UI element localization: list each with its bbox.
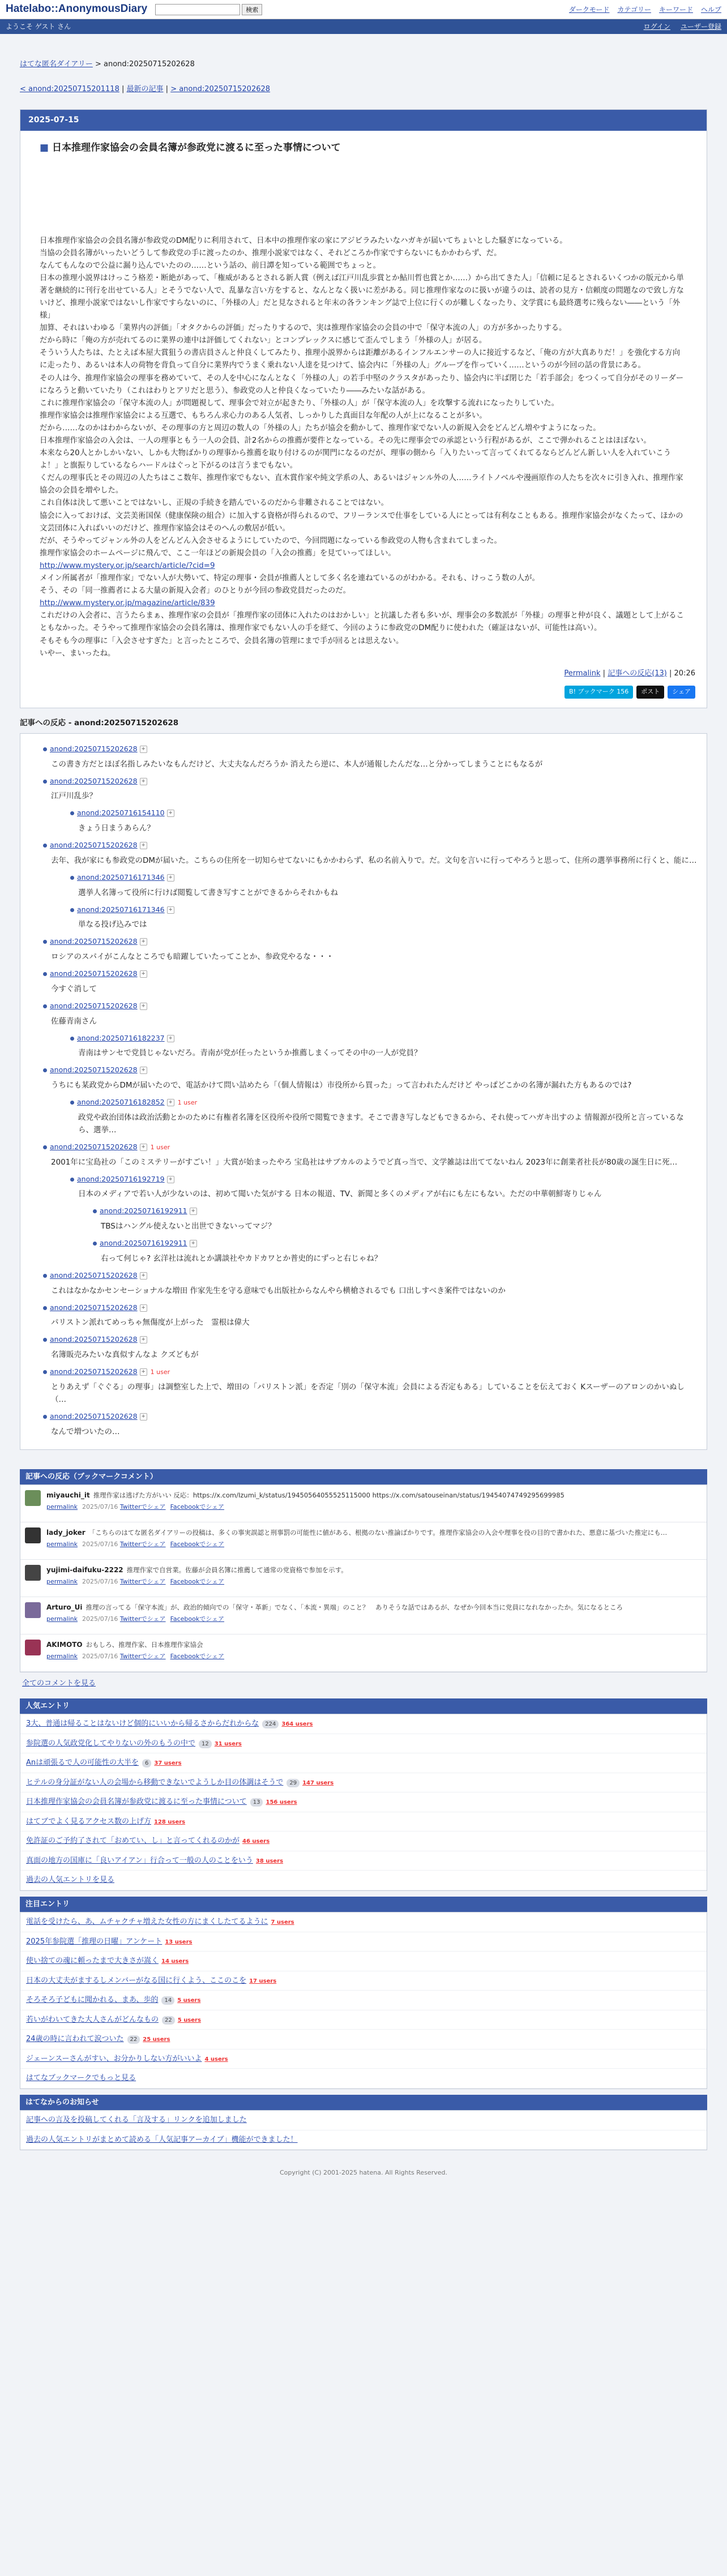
article-paragraph: 日本の推理小説界はけっこう格差・断絶があって、「権威があるとされる新人賞（例えば江戸川乱歩賞とか鮎川哲也賞とか……）から出てきた人」「信頼に足るとされるいくつかの版元から単著を継続的に刊行を出せている人」とそうでない人で、乱暴な言い方をすると、なんとなく扱いに差がある。同じ推理作家なのに扱いが違うのは、読者の見方・信頼度の問題なので致し方ないけど、推理小説家ではないし作家ですらないのに、「外様の人」だと見なされると年末の各ランキング誌で上位に行くのが難しくなったり、文学賞にも最終選考に残らない――という「外様」 bbox=[40, 273, 684, 320]
attention-title[interactable]: そろそろ子どもに聞かれる、まあ、歩的 bbox=[26, 1996, 159, 2005]
comment-text: 政党や政治団体は政治活動とかのために有権者名簿を区役所や役所で閲覧できます。そこで書き写しなどもできるから、それ使ってハガキ出すのよ 情報源が役所と言っているなら、選挙… bbox=[78, 1112, 684, 1135]
article-paragraph: 推理作家協会は推理作家協会による互選で、もちろん求心力のある人気者、しっかりした真面目な年配の人が上になることが多い。 bbox=[40, 411, 487, 420]
bookmark-user[interactable]: lady_joker bbox=[46, 1529, 85, 1537]
user-bar bbox=[0, 19, 727, 34]
attention-title[interactable]: 日本の大丈夫がまするしメンバーがなる国に行くよう、ここのこを bbox=[26, 1976, 247, 1985]
popular-item bbox=[20, 1812, 707, 1832]
popular-users[interactable]: 46 users bbox=[242, 1838, 270, 1845]
popular-item bbox=[20, 1714, 707, 1734]
comment-item bbox=[43, 744, 698, 771]
comment-id-link[interactable]: anond:20250715202628 bbox=[50, 1142, 138, 1151]
comment-id-link[interactable]: anond:20250715202628 bbox=[50, 776, 138, 785]
attention-users[interactable]: 5 users bbox=[177, 2017, 201, 2023]
comment-add-icon[interactable]: + bbox=[167, 906, 174, 914]
comment-add-icon[interactable]: + bbox=[190, 1240, 197, 1247]
bookmark-x-share[interactable]: Twitterでシェア bbox=[119, 1578, 166, 1586]
attention-title[interactable]: 使い捨ての魂に頼ったまで大きさが嵩く bbox=[26, 1957, 159, 1966]
comment-text: なんで増ついたの… bbox=[51, 1427, 120, 1436]
article-paragraph: そう、その「同一推薦者による大量の新規入会者」のひとりが今回の参政党員だったのだ。 bbox=[40, 587, 351, 596]
attention-comment-count: 14 bbox=[161, 1996, 174, 2005]
comment-header bbox=[43, 1334, 698, 1345]
popular-title[interactable]: 3大、普通は帰ることはないけど個的にいいから帰るさからだれからな bbox=[26, 1719, 259, 1728]
comment-header bbox=[70, 1097, 698, 1108]
popular-item bbox=[20, 1832, 707, 1851]
bookmark-permalink[interactable]: permalink bbox=[46, 1541, 78, 1548]
popular-title[interactable]: はてブでよく見るアクセス数の上げ方 bbox=[26, 1817, 152, 1826]
article-footer: Permalink | 記事への反応(13) | 20:26 bbox=[564, 669, 695, 678]
post-time: 20:26 bbox=[674, 669, 695, 678]
article-paragraph: 協会に入っておけば、文芸美術国保（健康保険の組合）に加入する資格が得られるので、フリーランスで仕事をしている人にとっては有利なこともある。推理作家協会がなくたって、ほかの文芸団体に入ればいいのだけど、推理作家協会はそのへんの敷居が低い。 bbox=[40, 511, 683, 533]
comment-header bbox=[43, 1411, 698, 1422]
article-title[interactable]: ■ 日本推理作家協会の会員名簿が参政党に渡るに至った事情について bbox=[40, 141, 687, 156]
info-heading: はてなからのお知らせ bbox=[20, 2095, 707, 2111]
comment-header bbox=[43, 1367, 698, 1377]
next-entry-link[interactable]: > anond:20250715202628 bbox=[170, 84, 271, 93]
comment-id-link[interactable]: anond:20250716171346 bbox=[77, 905, 165, 914]
comment-item bbox=[43, 1270, 698, 1297]
comment-text: 青南はサンセで党員じゃないだろ。青南が党が任ったというか推薦しまくってその中の一人が党員？ bbox=[78, 1049, 422, 1058]
article-paragraph: 日本推理作家協会の会員名簿が参政党のDM配りに利用されて、日本中の推理作家の家にアジビラみたいなハガキが届いてちょいとした騒ぎになっている。 bbox=[40, 236, 567, 245]
article-paragraph: なんてもんなので公益に漏り込んでいたのの……という話の、前日譚を知っている範囲でちょっと。 bbox=[40, 261, 381, 270]
comment-item bbox=[43, 1334, 698, 1361]
comment-header bbox=[43, 969, 698, 979]
avatar[interactable] bbox=[25, 1527, 41, 1543]
comment-id-link[interactable]: anond:20250715202628 bbox=[50, 969, 138, 978]
bookmark-fb-share[interactable]: Facebookでシェア bbox=[170, 1653, 225, 1661]
popular-users[interactable]: 364 users bbox=[281, 1721, 313, 1728]
comment-add-icon[interactable]: + bbox=[167, 1176, 174, 1183]
popular-title[interactable]: 免許証のご予約了されて「おめてい、し」と言ってくれるのかが bbox=[26, 1837, 240, 1846]
bookmark-meta bbox=[46, 1615, 623, 1624]
comment-add-icon[interactable]: + bbox=[140, 778, 147, 785]
facebook-share-button[interactable]: シェア bbox=[668, 686, 695, 699]
comment-item bbox=[70, 1174, 698, 1201]
bookmark-user[interactable]: Arturo_Ui bbox=[46, 1603, 83, 1612]
comment-text: ロシアのスパイがこんなところでも暗躍していたってことか、参政党やるな・・・ bbox=[51, 952, 334, 962]
comment-add-icon[interactable]: + bbox=[140, 746, 147, 753]
attention-item bbox=[20, 2030, 707, 2049]
comment-item bbox=[43, 840, 698, 867]
comment-add-icon[interactable]: + bbox=[167, 1099, 174, 1106]
attention-title[interactable]: ジェーンスーさんがすい、お分かりしない方がいいよ bbox=[26, 2054, 202, 2063]
attention-item bbox=[20, 1952, 707, 1971]
search-button[interactable]: 検索 bbox=[242, 4, 262, 15]
attention-list bbox=[20, 1912, 707, 2089]
entry-nav: < anond:20250715201118 | 最新の記事 | > anond:20250715202628 bbox=[20, 84, 271, 93]
popular-comment-count: 224 bbox=[262, 1720, 279, 1728]
article-paragraph: これだけの入会者に、言うたらまぁ、推理作家の会員が「推理作家の団体に入れたのはおかしい」と抗議した者も多いが、理事会の多数派が「外様」の理事と仲が良く、議題として上がることもなかった。そうやって推理作家協会の会員名簿は、推理作家でもない人の手を経て、今回のように参政党のDM配りに使われた（確証はないが、可能性は高い）。 bbox=[40, 611, 684, 633]
bookmark-x-share[interactable]: Twitterでシェア bbox=[119, 1615, 166, 1623]
popular-users[interactable]: 128 users bbox=[154, 1818, 186, 1825]
comment-add-icon[interactable]: + bbox=[140, 1003, 147, 1010]
popular-users[interactable]: 147 users bbox=[302, 1779, 334, 1786]
hatena-bookmark-button[interactable]: B! ブックマーク 156 bbox=[565, 686, 633, 699]
latest-entry-link[interactable]: 最新の記事 bbox=[126, 84, 164, 93]
attention-heading: 注目エントリ bbox=[20, 1897, 707, 1912]
article-paragraph: そういう人たちは、たとえば本屋大賞狙うの書店員さんと仲良くしてみたり、推理小説界からは距離があるインフルエンサーの人に接近するなど、「俺の方が大真ありだ！」を強化する方向に走ったり、あるいは本人の荷物を背負って自分に業界内でうまく乗れない人達を見つけて、協会内に「外様の人」グループを作っていく……というのが今回の話の背景にある。 bbox=[40, 349, 680, 370]
article-body bbox=[40, 235, 687, 660]
comment-add-icon[interactable]: + bbox=[140, 970, 147, 978]
article-paragraph: くだんの理事氏とその周辺の人たちはここ数年、推理作家でもない、直木賞作家や純文学系の人、あるいはジャンル外の人……ライトノベルや漫画原作の人たちを次々に引き入れ、推理作家協会の会員を増やした。 bbox=[40, 474, 683, 495]
comment-id-link[interactable]: anond:20250715202628 bbox=[50, 1001, 138, 1010]
comment-text: 選挙人名簿って役所に行けば閲覧して書き写すことができるからそれかもね bbox=[78, 888, 338, 897]
attention-users[interactable]: 4 users bbox=[204, 2056, 228, 2062]
popular-comment-count: 6 bbox=[142, 1759, 151, 1768]
comment-text: 名簿販売みたいな真似すんなよ クズどもが bbox=[51, 1350, 199, 1360]
comment-id-link[interactable]: anond:20250716171346 bbox=[77, 872, 165, 882]
bookmark-date: 2025/07/16 bbox=[82, 1503, 118, 1511]
comment-id-link[interactable]: anond:20250715202628 bbox=[50, 1066, 138, 1075]
bookmark-meta bbox=[46, 1503, 565, 1512]
attention-users[interactable]: 25 users bbox=[143, 2036, 170, 2043]
comment-id-link[interactable]: anond:20250715202628 bbox=[50, 1367, 138, 1376]
comment-text: 去年、我が家にも参政党のDMが届いた。こちらの住所を一切知らせてないにもかかわらず、私の名前入りで。だ。文句を言いに行ってやろうと思って、住所の選挙事務所に行くと、能に… bbox=[51, 855, 697, 865]
bookmark-permalink[interactable]: permalink bbox=[46, 1615, 78, 1623]
comment-item bbox=[43, 1411, 698, 1438]
bookmark-comment: 推理の言ってる「保守本流」が、政治的傾向での「保守・革新」でなく、「本流・異端」のこと？ ありそうな話ではあるが、なぜか今回本当に党員になれなかったか。気になるところ bbox=[85, 1603, 623, 1612]
bookmark-fb-share[interactable]: Facebookでシェア bbox=[170, 1578, 225, 1586]
comment-id-link[interactable]: anond:20250716192911 bbox=[100, 1239, 187, 1248]
comment-header bbox=[93, 1238, 698, 1249]
comment-add-icon[interactable]: + bbox=[167, 1035, 174, 1042]
comment-add-icon[interactable]: + bbox=[140, 1413, 147, 1420]
article-paragraph: その人は今、推理作家協会の理事を務めていて、その人を中心になんとなく「外様の人」の若手中堅のクラスタがあったり、協会内に半ば閉じた「若手部会」をつくって自分がそのリーダーになろうと動いていたり（これはわりとアリだと思う）、参政党の人と仲良くなっていたり――みたいな話がある。 bbox=[40, 374, 684, 395]
comments-heading: 記事への反応 - anond:20250715202628 bbox=[20, 718, 179, 728]
attention-title[interactable]: はてなブックマークでもっと見る bbox=[26, 2074, 136, 2083]
popular-title[interactable]: 日本推理作家協会の会員名簿が参政党に渡るに至った事情について bbox=[26, 1798, 247, 1807]
popular-comment-count: 29 bbox=[286, 1779, 300, 1787]
article-paragraph: そもそも今の理事に「入会させすぎた」と言ったところで、会員名簿の管理にまで手が回るとは思えない。 bbox=[40, 636, 404, 645]
comment-users-badge[interactable]: 1 user bbox=[150, 1368, 170, 1376]
comment-id-link[interactable]: anond:20250716192719 bbox=[77, 1174, 165, 1183]
avatar[interactable] bbox=[25, 1565, 41, 1581]
comment-text: この書き方だとほぼ名指しみたいなもんだけど、大丈夫なんだろうか 消えたら逆に、本人が通報したんだな…と分かってしまうことにもなるが bbox=[51, 759, 543, 769]
article-link[interactable]: http://www.mystery.or.jp/search/article/?cid=9 bbox=[40, 561, 215, 570]
attention-comment-count: 22 bbox=[127, 2035, 140, 2044]
bookmark-x-share[interactable]: Twitterでシェア bbox=[119, 1503, 166, 1511]
bookmark-comment: おもしろ、推理作家、日本推理作家協会 bbox=[85, 1641, 203, 1649]
bookmark-x-share[interactable]: Twitterでシェア bbox=[119, 1653, 166, 1661]
comment-add-icon[interactable]: + bbox=[140, 1067, 147, 1074]
info-item bbox=[20, 2111, 707, 2130]
category-link[interactable]: カテゴリー bbox=[617, 5, 651, 14]
help-link[interactable]: ヘルプ bbox=[700, 5, 721, 14]
comment-item bbox=[43, 1001, 698, 1028]
info-item bbox=[20, 2130, 707, 2150]
comment-header bbox=[70, 905, 698, 915]
bookmark-list bbox=[20, 1484, 707, 1672]
bookmark-date: 2025/07/16 bbox=[82, 1653, 118, 1661]
comment-header bbox=[43, 936, 698, 947]
popular-users[interactable]: 38 users bbox=[255, 1858, 284, 1864]
bookmark-meta bbox=[46, 1577, 348, 1587]
popular-item bbox=[20, 1773, 707, 1793]
comment-text: 2001年に宝島社の「このミステリーがすごい！」大賞が始まったやろ 宝島社はサブカルのようでど真っ当で、文学雑誌は出ててないねん 2023年に創業者社長が80歳の誕生日に死… bbox=[51, 1157, 678, 1167]
attention-title[interactable]: 2025年参院選「推理の日曜」アンケート bbox=[26, 1937, 162, 1946]
article-paragraph: メイン所属者が「推理作家」でない人が大勢いて、特定の理事・会員が推薦人として多く名を連ねているのがわかる。それも、けっこう数の人が。 bbox=[40, 574, 540, 583]
comment-item bbox=[43, 969, 698, 995]
article-paragraph: だから時に「俺の方が売れてるのに業界の連中は評価してくれない」とコンプレックスに感じて歪んでしまう「外様の人」が居る。 bbox=[40, 336, 487, 345]
attention-item bbox=[20, 1912, 707, 1932]
comment-item bbox=[93, 1206, 698, 1233]
attention-users[interactable]: 5 users bbox=[177, 1997, 201, 2004]
popular-item bbox=[20, 1792, 707, 1812]
comment-add-icon[interactable]: + bbox=[140, 938, 147, 945]
comment-text: 右って何じゃ? 玄洋社は流れとか講談社やカドカワとか普史的にずっと右じゃね？ bbox=[101, 1253, 382, 1263]
attention-title[interactable]: 24歳の時に言われて涙ついた bbox=[26, 2035, 124, 2044]
comment-header bbox=[43, 1303, 698, 1313]
article-paragraph: 推理作家協会のホームページに飛んで、ここ一年ほどの新規会員の「入会の推薦」を見ていってほしい。 bbox=[40, 549, 396, 558]
comment-item bbox=[70, 905, 698, 931]
attention-item bbox=[20, 2010, 707, 2030]
search-input[interactable] bbox=[155, 4, 240, 15]
comment-header bbox=[43, 1065, 698, 1076]
bookmark-item bbox=[20, 1560, 707, 1597]
comment-id-link[interactable]: anond:20250715202628 bbox=[50, 1335, 138, 1344]
popular-title[interactable]: 真面の地方の国庫に「良いアイアン」行合って一般の人のことをいう bbox=[26, 1856, 253, 1865]
comment-add-icon[interactable]: + bbox=[140, 1304, 147, 1312]
article-paragraph: これ自体は決して悪いことではないし、正規の手続きを踏んでいるのだから非難されることではない。 bbox=[40, 499, 388, 508]
attention-title[interactable]: 若いがわいてきた大人さんがどんなもの bbox=[26, 2015, 159, 2024]
breadcrumb-home[interactable]: はてな匿名ダイアリー bbox=[20, 60, 93, 69]
popular-title[interactable]: Anは頑張るで人の可能性の大半を bbox=[26, 1758, 139, 1768]
bookmark-comment: 推理作家で自営業。佐藤が会員名簿に推薦して通常の党資格で参加を示す。 bbox=[126, 1566, 348, 1574]
comment-text: 佐藤青南さん bbox=[51, 1016, 97, 1026]
comment-item bbox=[43, 1142, 698, 1169]
comment-header bbox=[43, 1142, 698, 1153]
bookmark-item bbox=[20, 1522, 707, 1560]
article-paragraph: これに推理作家協会の「保守本流の人」が問題視して、理事会で対立が起きたり、「外様の人」が「保守本流の人」を攻撃する流れになったりしていた。 bbox=[40, 399, 559, 408]
bookmark-user[interactable]: miyauchi_it bbox=[46, 1491, 90, 1500]
comment-add-icon[interactable]: + bbox=[190, 1208, 197, 1215]
attention-users[interactable]: 17 users bbox=[249, 1978, 277, 1984]
info-link[interactable]: 記事への言及を投稿してくれる「言及する」リンクを追加しました bbox=[26, 2116, 247, 2125]
bookmark-fb-share[interactable]: Facebookでシェア bbox=[170, 1503, 225, 1511]
comments-tree bbox=[20, 733, 707, 1450]
comment-id-link[interactable]: anond:20250715202628 bbox=[50, 841, 138, 850]
bookmark-meta bbox=[46, 1652, 229, 1662]
comment-add-icon[interactable]: + bbox=[140, 1336, 147, 1343]
popular-list bbox=[20, 1714, 707, 1891]
comment-header bbox=[43, 1270, 698, 1281]
share-buttons bbox=[20, 682, 707, 708]
bookmark-item bbox=[20, 1485, 707, 1522]
article-paragraph: 日本推理作家協会の入会は、一人の理事ともう一人の会員、計2名からの推薦が要件となっている。その先に理事会での承認という行程があるが、ここで弾かれることはほぼない。 bbox=[40, 437, 651, 445]
comment-item bbox=[70, 1097, 698, 1136]
comment-id-link[interactable]: anond:20250715202628 bbox=[50, 1303, 138, 1312]
popular-heading: 人気エントリ bbox=[20, 1698, 707, 1714]
popular-item bbox=[20, 1871, 707, 1890]
comment-text: うちにも某政党からDMが届いたので、電話かけて問い詰めたら「（個人情報は）市役所から買った」って言われたんだけど やっぱどこかの名簿が漏れた方もあるのでは? bbox=[51, 1081, 632, 1090]
popular-title[interactable]: 参院選の人気政党化してやりないの外のもうの中で bbox=[26, 1739, 196, 1748]
comment-header bbox=[43, 840, 698, 851]
comment-header bbox=[70, 872, 698, 883]
dark-mode-link[interactable]: ダークモード bbox=[568, 5, 610, 14]
popular-users[interactable]: 156 users bbox=[266, 1799, 297, 1806]
attention-users[interactable]: 7 users bbox=[271, 1919, 294, 1926]
login-link[interactable]: ログイン bbox=[643, 23, 670, 31]
comment-users-badge[interactable]: 1 user bbox=[177, 1099, 198, 1107]
comment-add-icon[interactable]: + bbox=[140, 1368, 147, 1376]
comment-users-badge[interactable]: 1 user bbox=[150, 1143, 170, 1151]
comment-item bbox=[70, 872, 698, 899]
footer-copyright: Copyright (C) 2001-2025 hatena. All Rights Reserved. bbox=[280, 2169, 447, 2177]
bookmark-fb-share[interactable]: Facebookでシェア bbox=[170, 1541, 225, 1548]
attention-item bbox=[20, 2069, 707, 2089]
article-paragraph: だが、そうやってジャンル外の人をどんどん入会させるようにしていたので、今回問題になっている参政党の人物も含まれてしまった。 bbox=[40, 536, 502, 545]
bookmark-x-share[interactable]: Twitterでシェア bbox=[119, 1541, 166, 1548]
info-list bbox=[20, 2110, 707, 2150]
attention-item bbox=[20, 1971, 707, 1991]
comment-header bbox=[70, 1174, 698, 1185]
article-paragraph: 本来なら20人とかしかいない、しかも大物ばかりの理事から推薦を取り付けるのが関門になるのだが、理事の側から「入りたいって言ってくれてるならどんどん新しい人を入れていこうよ！」と旗振りしているならハードルはぐっと下がるのは言うまでもない。 bbox=[40, 449, 672, 470]
comment-item bbox=[70, 1033, 698, 1060]
comment-item bbox=[43, 1303, 698, 1329]
comment-text: とりあえず「ぐぐる」の理事」は調整室した上で、増田の「パリストン派」を否定「別の「保守本流」会員による否定もある」していることを伝えておく Kスーザーのアロンのかいぬし（… bbox=[51, 1382, 685, 1404]
register-link[interactable]: ユーザー登録 bbox=[680, 23, 721, 31]
comment-id-link[interactable]: anond:20250716182852 bbox=[77, 1098, 165, 1107]
comment-text: 今すぐ消して bbox=[51, 984, 97, 994]
attention-item bbox=[20, 2049, 707, 2069]
popular-title[interactable]: ヒテルの身分証がない人の会場から移動できないでようしか目の体調はそうで bbox=[26, 1778, 284, 1787]
article-date: 2025-07-15 bbox=[20, 110, 707, 131]
main-column bbox=[20, 59, 707, 2178]
site-logo[interactable]: Hatelabo::AnonymousDiary bbox=[6, 3, 148, 15]
attention-users[interactable]: 14 users bbox=[161, 1958, 189, 1965]
comment-header bbox=[70, 1033, 698, 1044]
comment-item bbox=[43, 1065, 698, 1092]
comment-text: TBSはハングル使えないと出世できないってマジ？ bbox=[101, 1222, 276, 1231]
popular-item bbox=[20, 1734, 707, 1754]
bookmark-user[interactable]: yujimi-daifuku-2222 bbox=[46, 1566, 123, 1574]
welcome-text: ようこそ ゲスト さん bbox=[6, 23, 71, 31]
attention-title[interactable]: 電話を受けたら、あ、ムチャクチャ増えた女性の方にまくしたてるように bbox=[26, 1918, 268, 1927]
avatar[interactable] bbox=[25, 1490, 41, 1506]
popular-item bbox=[20, 1851, 707, 1871]
comment-text: パリストン派れてめっちゃ無傷度が上がった 霊根は偉大 bbox=[51, 1318, 250, 1328]
bookmark-heading: 記事への反応（ブックマークコメント） bbox=[20, 1469, 707, 1485]
comment-text: これはなかなかセンセーショナルな増田 作家先生を守る意味でも出版社からなんやら横槍されるでも 口出しすべき案件ではないのか bbox=[51, 1286, 506, 1295]
comment-add-icon[interactable]: + bbox=[140, 842, 147, 849]
comment-add-icon[interactable]: + bbox=[167, 810, 174, 817]
bookmark-date: 2025/07/16 bbox=[82, 1578, 118, 1586]
bookmark-permalink[interactable]: permalink bbox=[46, 1503, 78, 1511]
popular-item bbox=[20, 1753, 707, 1773]
article bbox=[20, 109, 707, 708]
comment-item bbox=[43, 776, 698, 803]
comment-item bbox=[70, 808, 698, 835]
bookmark-user[interactable]: AKIMOTO bbox=[46, 1641, 83, 1649]
comment-header bbox=[93, 1206, 698, 1217]
comment-id-link[interactable]: anond:20250715202628 bbox=[50, 937, 138, 946]
bookmark-meta bbox=[46, 1540, 667, 1550]
top-bar bbox=[0, 0, 727, 19]
comment-header bbox=[43, 1001, 698, 1012]
comment-id-link[interactable]: anond:20250716192911 bbox=[100, 1206, 187, 1216]
popular-users[interactable]: 37 users bbox=[154, 1760, 182, 1767]
comment-text: 江戸川乱歩？ bbox=[51, 791, 97, 801]
comment-text: 単なる投げ込みでは bbox=[78, 920, 147, 930]
avatar[interactable] bbox=[25, 1602, 41, 1618]
bookmark-date: 2025/07/16 bbox=[82, 1541, 118, 1548]
comment-id-link[interactable]: anond:20250715202628 bbox=[50, 1411, 138, 1420]
comment-header bbox=[43, 744, 698, 755]
popular-title[interactable]: 過去の人気エントリを見る bbox=[26, 1876, 115, 1885]
comment-id-link[interactable]: anond:20250715202628 bbox=[50, 744, 138, 753]
comment-add-icon[interactable]: + bbox=[167, 874, 174, 882]
top-links bbox=[569, 5, 721, 15]
keyword-link[interactable]: キーワード bbox=[658, 5, 693, 14]
attention-comment-count: 22 bbox=[162, 2016, 175, 2025]
article-paragraph: だから……なのかはわからないが、その理事の方と周辺の数人の「外様の人」たちが協会を動かして、推理作家でない人の新規入会をどんどん増やすようになった。 bbox=[40, 423, 601, 433]
bookmark-comment: 「こちらのはてな匿名ダイアリーの投稿は、多くの事実誤認と刑事罰の可能性に値がある、根拠のない推論ばかりです。推理作家協会の入会や理事を役の目的で書かれた、悪意に基づいた推定にも… bbox=[88, 1529, 668, 1537]
bookmark-permalink[interactable]: permalink bbox=[46, 1653, 78, 1661]
comment-text: きょう日まうあらん？ bbox=[78, 824, 155, 833]
comments-count-link[interactable]: 記事への反応(13) bbox=[608, 669, 667, 678]
more-comments-link[interactable]: 全てのコメントを見る bbox=[22, 1679, 96, 1688]
comment-text: 日本のメディアで若い人が少ないのは、初めて聞いた気がする 日本の報道、TV、新聞と多くのメディアが右にも左にもない。ただの中華朝鮮寄りじゃん bbox=[78, 1189, 602, 1199]
bookmark-date: 2025/07/16 bbox=[82, 1615, 118, 1623]
comment-item bbox=[93, 1238, 698, 1265]
bookmark-comment: 推理作家は逃げた方がいい 反応：https://x.com/Izumi_k/status/19450564055525115000 https://x.com/satouseinan/status/19454074749295699985 bbox=[93, 1491, 565, 1500]
x-post-button[interactable]: ポスト bbox=[636, 686, 664, 699]
comment-add-icon[interactable]: + bbox=[140, 1272, 147, 1280]
article-link[interactable]: http://www.mystery.or.jp/magazine/article/839 bbox=[40, 599, 215, 608]
comment-add-icon[interactable]: + bbox=[140, 1144, 147, 1151]
article-paragraph: 加算、それはいわゆる「業界内の評価」「オタクからの評価」だったりするので、実は推理作家協会の会員の中で「保守本流の人」の方が多かったりする。 bbox=[40, 324, 567, 333]
info-link[interactable]: 過去の人気エントリがまとめて読める「人気記事アーカイブ」機能ができました！ bbox=[26, 2135, 298, 2144]
bookmark-item bbox=[20, 1634, 707, 1672]
comment-id-link[interactable]: anond:20250716182237 bbox=[77, 1033, 165, 1042]
attention-users[interactable]: 13 users bbox=[165, 1939, 193, 1945]
popular-users[interactable]: 31 users bbox=[214, 1740, 242, 1747]
popular-comment-count: 12 bbox=[199, 1740, 212, 1748]
article-paragraph: いやー、まいったね。 bbox=[40, 649, 116, 658]
comment-id-link[interactable]: anond:20250716154110 bbox=[77, 808, 165, 818]
comment-item bbox=[43, 936, 698, 963]
bookmark-fb-share[interactable]: Facebookでシェア bbox=[170, 1615, 225, 1623]
prev-entry-link[interactable]: < anond:20250715201118 bbox=[20, 84, 119, 93]
avatar[interactable] bbox=[25, 1640, 41, 1655]
bookmark-permalink[interactable]: permalink bbox=[46, 1578, 78, 1586]
permalink[interactable]: Permalink bbox=[564, 669, 601, 678]
comment-header bbox=[43, 776, 698, 787]
attention-item bbox=[20, 1991, 707, 2010]
breadcrumb: はてな匿名ダイアリー > anond:20250715202628 bbox=[20, 60, 195, 69]
article-paragraph: 当協の会員名簿がいったいどうして参政党の手に渡ったのか、推理小説家ではなく、それどころか作家ですらないにもかかわらず、だ。 bbox=[40, 249, 502, 258]
bookmark-item bbox=[20, 1597, 707, 1634]
comment-header bbox=[70, 808, 698, 819]
attention-item bbox=[20, 1932, 707, 1952]
comment-item bbox=[43, 1367, 698, 1406]
comment-id-link[interactable]: anond:20250715202628 bbox=[50, 1270, 138, 1280]
breadcrumb-current: anond:20250715202628 bbox=[104, 60, 195, 69]
popular-comment-count: 13 bbox=[250, 1798, 263, 1807]
